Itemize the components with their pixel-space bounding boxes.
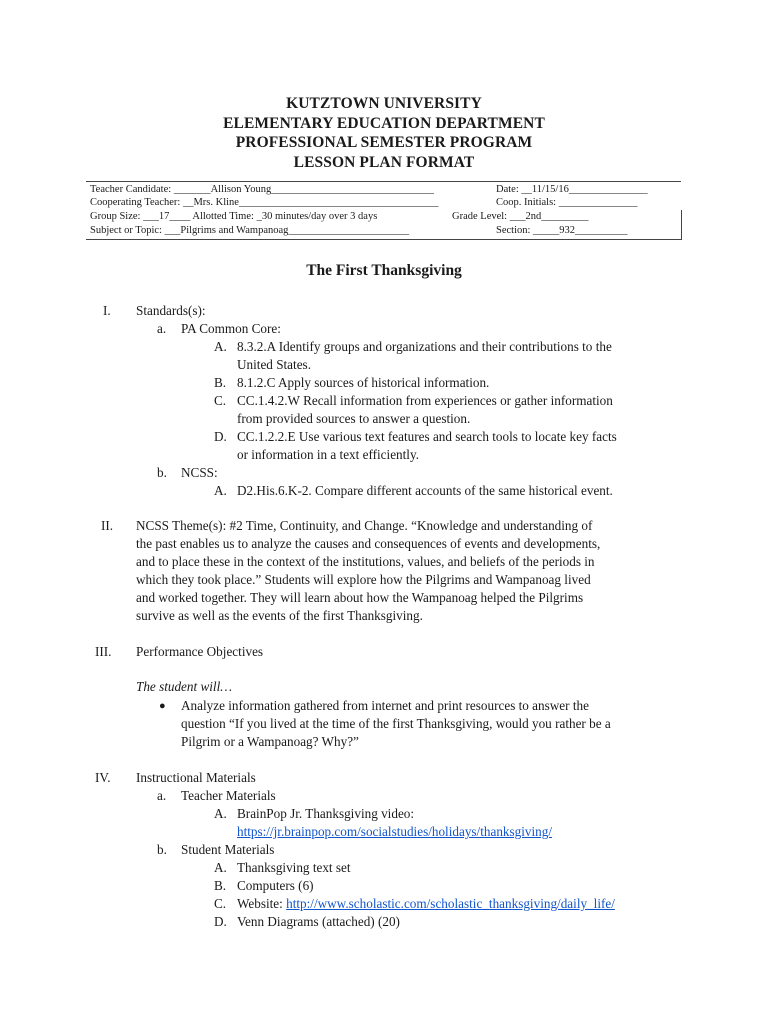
brainpop-link[interactable]: https://jr.brainpop.com/socialstudies/holidays/thanksgiving/ — [237, 824, 553, 839]
section-label: Section: — [496, 225, 531, 236]
standard-text: from provided sources to answer a question. — [237, 411, 471, 426]
grade-level-field — [452, 211, 588, 223]
teacher-candidate-field — [90, 184, 434, 196]
objective-text: question “If you lived at the time of the first Thanksgiving, would you rather be a — [181, 716, 611, 731]
teacher-candidate-label: Teacher Candidate: — [90, 184, 172, 195]
section-number: IV. — [95, 770, 111, 785]
paragraph-line: and worked together. They will learn about how the Wampanoag helped the Pilgrims — [136, 590, 584, 605]
list-marker: A. — [214, 860, 227, 875]
grade-level-label: Grade Level: — [452, 211, 508, 222]
material-text: Venn Diagrams (attached) (20) — [237, 914, 400, 929]
objective-text: Pilgrim or a Wampanoag? Why?” — [181, 734, 359, 749]
cooperating-teacher-value: __Mrs. Kline______________________________________ — [182, 197, 439, 208]
paragraph-line: which they took place.” Students will explore how the Pilgrims and Wampanoag lived — [136, 572, 591, 587]
standard-text: 8.1.2.C Apply sources of historical information. — [237, 375, 490, 390]
section-heading: Instructional Materials — [136, 770, 256, 785]
list-marker: D. — [214, 429, 227, 444]
subject-value: ___Pilgrims and Wampanoag_______________________ — [164, 225, 410, 236]
list-marker: B. — [214, 375, 227, 390]
material-text: Computers (6) — [237, 878, 314, 893]
standard-text: CC.1.4.2.W Recall information from experiences or gather information — [237, 393, 613, 408]
section-number: II. — [101, 518, 114, 533]
standard-text: United States. — [237, 357, 311, 372]
bullet-icon: ● — [159, 700, 166, 712]
program-name: PROFESSIONAL SEMESTER PROGRAM — [235, 134, 533, 151]
date-field — [496, 184, 648, 196]
lesson-info-block — [86, 181, 768, 239]
group-size-label: Group Size: — [90, 211, 141, 222]
university-name: KUTZTOWN UNIVERSITY — [286, 95, 482, 112]
list-marker: A. — [214, 483, 227, 498]
subject-field — [90, 225, 409, 237]
material-text: BrainPop Jr. Thanksgiving video: — [237, 806, 415, 821]
paragraph-line: the past enables us to analyze the causes and consequences of events and developments, — [136, 536, 601, 551]
divider — [86, 181, 681, 182]
website-label: Website: — [237, 896, 287, 911]
group-size-field — [90, 211, 377, 223]
list-marker: b. — [157, 842, 167, 857]
list-marker: B. — [214, 878, 227, 893]
standard-text: D2.His.6.K-2. Compare different accounts of the same historical event. — [237, 483, 613, 498]
teacher-candidate-value: _______Allison Young_______________________________ — [173, 184, 435, 195]
section-value: _____932__________ — [533, 225, 628, 236]
list-marker: C. — [214, 896, 227, 911]
standard-text: 8.3.2.A Identify groups and organizations and their contributions to the — [237, 339, 612, 354]
section-heading: Standards(s): — [136, 303, 206, 318]
coop-initials-label: Coop. Initials: — [496, 197, 557, 208]
divider — [681, 210, 682, 239]
subsection-label: NCSS: — [181, 465, 218, 480]
list-marker: A. — [214, 806, 227, 821]
cooperating-teacher-label: Cooperating Teacher: — [90, 197, 181, 208]
standard-text: or information in a text efficiently. — [237, 447, 420, 462]
section-number: I. — [103, 303, 111, 318]
format-name: LESSON PLAN FORMAT — [293, 153, 475, 171]
list-marker: A. — [214, 339, 227, 354]
section-heading: Performance Objectives — [136, 644, 264, 659]
objective-text: Analyze information gathered from internet and print resources to answer the — [181, 698, 589, 713]
cooperating-teacher-field — [90, 197, 438, 209]
document-header — [0, 94, 768, 172]
scholastic-link[interactable]: http://www.scholastic.com/scholastic_thanksgiving/daily_life/ — [286, 896, 615, 911]
paragraph-line: and to place these in the context of the institutions, values, and beliefs of the periods in — [136, 554, 595, 569]
allotted-time-value: _30 minutes/day over 3 days — [256, 211, 378, 222]
list-marker: a. — [157, 321, 167, 336]
list-marker: b. — [157, 465, 167, 480]
section-field — [496, 225, 628, 237]
subject-label: Subject or Topic: — [90, 225, 162, 236]
standard-text: CC.1.2.2.E Use various text features and search tools to locate key facts — [237, 429, 617, 444]
list-marker: D. — [214, 914, 227, 929]
date-value: __11/15/16_______________ — [521, 184, 648, 195]
grade-level-value: ___2nd_________ — [509, 211, 589, 222]
coop-initials-field — [496, 197, 637, 209]
website-item — [237, 895, 615, 913]
lesson-title: The First Thanksgiving — [306, 262, 462, 279]
department-name: ELEMENTARY EDUCATION DEPARTMENT — [223, 114, 545, 132]
date-label: Date: — [496, 184, 519, 195]
allotted-time-label: Allotted Time: — [192, 211, 254, 222]
paragraph-line: survive as well as the events of the first Thanksgiving. — [136, 608, 423, 623]
objective-intro: The student will… — [136, 679, 232, 694]
section-number: III. — [95, 644, 112, 659]
coop-initials-value: _______________ — [558, 197, 638, 208]
subsection-label: PA Common Core: — [181, 321, 281, 336]
list-marker: a. — [157, 788, 167, 803]
subsection-label: Teacher Materials — [181, 788, 276, 803]
divider — [86, 239, 682, 240]
group-size-value: ___17____ — [143, 211, 191, 222]
paragraph-line: NCSS Theme(s): #2 Time, Continuity, and Change. “Knowledge and understanding of — [136, 518, 593, 533]
subsection-label: Student Materials — [181, 842, 275, 857]
list-marker: C. — [214, 393, 227, 408]
material-text: Thanksgiving text set — [237, 860, 351, 875]
